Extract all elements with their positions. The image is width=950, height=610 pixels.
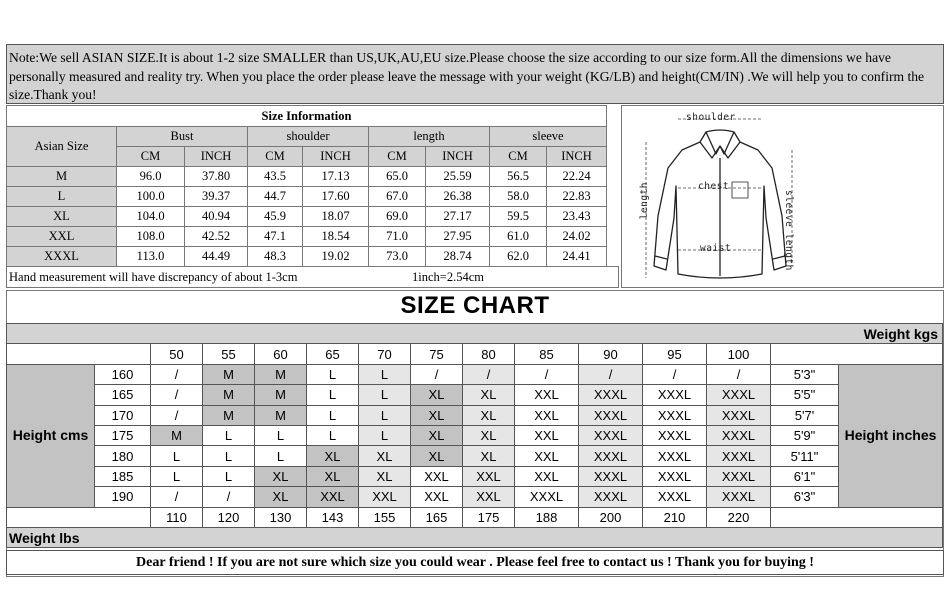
size-cell: XL bbox=[463, 446, 515, 466]
measurement-cell: 17.60 bbox=[303, 187, 369, 207]
size-chart-row bbox=[7, 385, 943, 405]
measurement-cell: 58.0 bbox=[490, 187, 547, 207]
size-cell: XXXL bbox=[643, 446, 707, 466]
size-chart-rows bbox=[7, 364, 943, 507]
measurement-cell: 22.24 bbox=[547, 167, 607, 187]
size-cell: / bbox=[151, 487, 203, 507]
footer-message: Dear friend ! If you are not sure which size you could wear . Please feel free to contact us ! Thank you for buying ! bbox=[6, 550, 944, 575]
unit-header: INCH bbox=[426, 147, 490, 167]
unit-header: CM bbox=[117, 147, 185, 167]
height-cm-cell: 185 bbox=[95, 466, 151, 486]
waist-label: waist bbox=[700, 243, 732, 254]
measurement-cell: 17.13 bbox=[303, 167, 369, 187]
size-cell: XXL bbox=[411, 466, 463, 486]
measurement-cell: 39.37 bbox=[185, 187, 248, 207]
size-cell: XXL bbox=[515, 466, 579, 486]
weight-lb-cell: 120 bbox=[203, 507, 255, 527]
size-cell: XL bbox=[255, 466, 307, 486]
weight-lbs-label: Weight lbs bbox=[7, 527, 943, 547]
height-cm-cell: 180 bbox=[95, 446, 151, 466]
weight-lb-cell: 175 bbox=[463, 507, 515, 527]
size-cell: / bbox=[463, 364, 515, 384]
measurement-cell: 26.38 bbox=[426, 187, 490, 207]
size-cell: XXL bbox=[515, 446, 579, 466]
size-cell: L bbox=[255, 446, 307, 466]
size-cell: XXL bbox=[463, 487, 515, 507]
height-inch-cell: 5'7' bbox=[771, 405, 839, 425]
size-row bbox=[7, 227, 607, 247]
measurement-cell: 48.3 bbox=[248, 247, 303, 267]
size-row bbox=[7, 207, 607, 227]
weight-lb-cell: 143 bbox=[307, 507, 359, 527]
sleeve-header: sleeve bbox=[490, 127, 607, 147]
weight-lb-cell: 220 bbox=[707, 507, 771, 527]
weight-lb-cell: 155 bbox=[359, 507, 411, 527]
size-cell: XXL bbox=[463, 466, 515, 486]
size-note-text: Note:We sell ASIAN SIZE.It is about 1-2 size SMALLER than US,UK,AU,EU size.Please choose the size according to our size form.All the dimensions we have personally measured and reality try. When you place the order please leave the message with your weight (KG/LB) and height(CM/IN) .We will help you to confirm the size.Thank you! bbox=[9, 50, 925, 102]
size-cell: XXXL bbox=[707, 405, 771, 425]
size-chart-row bbox=[7, 425, 943, 445]
size-chart-row bbox=[7, 466, 943, 486]
weight-kg-cell: 70 bbox=[359, 344, 411, 364]
measurement-cell: 28.74 bbox=[426, 247, 490, 267]
size-cell: L bbox=[359, 405, 411, 425]
unit-header: INCH bbox=[547, 147, 607, 167]
measurement-cell: 59.5 bbox=[490, 207, 547, 227]
size-cell: XXXL bbox=[707, 385, 771, 405]
measurement-cell: 44.49 bbox=[185, 247, 248, 267]
size-cell: XXL bbox=[307, 487, 359, 507]
size-cell: M bbox=[203, 405, 255, 425]
size-cell: XXXL bbox=[643, 405, 707, 425]
weight-kg-cell: 55 bbox=[203, 344, 255, 364]
size-cell: L bbox=[359, 364, 411, 384]
weight-lbs-row bbox=[7, 507, 943, 527]
measurement-note bbox=[6, 266, 619, 288]
blank-cell bbox=[7, 344, 151, 364]
size-cell: L bbox=[307, 364, 359, 384]
weight-kgs-row bbox=[7, 344, 943, 364]
size-chart-row bbox=[7, 405, 943, 425]
size-cell: M bbox=[255, 405, 307, 425]
height-cm-cell: 190 bbox=[95, 487, 151, 507]
hand-measurement-note: Hand measurement will have discrepancy of about 1-3cm bbox=[9, 270, 298, 284]
size-cell: XXL bbox=[515, 385, 579, 405]
size-cell: / bbox=[151, 364, 203, 384]
measurement-cell: 37.80 bbox=[185, 167, 248, 187]
asian-size-cell: M bbox=[7, 167, 117, 187]
size-cell: XXXL bbox=[643, 466, 707, 486]
shoulder-header: shoulder bbox=[248, 127, 369, 147]
measurement-cell: 27.95 bbox=[426, 227, 490, 247]
size-cell: / bbox=[203, 487, 255, 507]
size-cell: M bbox=[255, 385, 307, 405]
size-cell: / bbox=[707, 364, 771, 384]
size-row bbox=[7, 187, 607, 207]
measurement-cell: 69.0 bbox=[369, 207, 426, 227]
weight-kg-cell: 85 bbox=[515, 344, 579, 364]
size-cell: M bbox=[203, 385, 255, 405]
weight-kg-cell: 65 bbox=[307, 344, 359, 364]
size-chart-title: SIZE CHART bbox=[400, 292, 550, 319]
unit-header: CM bbox=[369, 147, 426, 167]
size-cell: XXL bbox=[359, 487, 411, 507]
length-label: length bbox=[639, 182, 650, 220]
weight-kg-cell: 60 bbox=[255, 344, 307, 364]
size-cell: XXXL bbox=[707, 425, 771, 445]
measurement-cell: 42.52 bbox=[185, 227, 248, 247]
size-cell: XXXL bbox=[579, 466, 643, 486]
measurement-cell: 18.54 bbox=[303, 227, 369, 247]
weight-kgs-label: Weight kgs bbox=[7, 324, 943, 344]
measurement-cell: 23.43 bbox=[547, 207, 607, 227]
measurement-cell: 44.7 bbox=[248, 187, 303, 207]
size-cell: XL bbox=[307, 446, 359, 466]
size-cell: XXL bbox=[515, 425, 579, 445]
size-cell: XL bbox=[255, 487, 307, 507]
height-cm-cell: 170 bbox=[95, 405, 151, 425]
size-cell: L bbox=[151, 446, 203, 466]
unit-header: CM bbox=[490, 147, 547, 167]
size-cell: / bbox=[515, 364, 579, 384]
size-note bbox=[6, 44, 944, 104]
measurement-cell: 47.1 bbox=[248, 227, 303, 247]
size-cell: M bbox=[151, 425, 203, 445]
measurement-cell: 100.0 bbox=[117, 187, 185, 207]
size-information-table bbox=[6, 105, 607, 267]
measurement-cell: 65.0 bbox=[369, 167, 426, 187]
size-cell: XXL bbox=[515, 405, 579, 425]
measurement-cell: 25.59 bbox=[426, 167, 490, 187]
height-inch-cell: 6'1" bbox=[771, 466, 839, 486]
height-inch-cell: 5'9" bbox=[771, 425, 839, 445]
size-cell: L bbox=[307, 405, 359, 425]
weight-lb-cell: 200 bbox=[579, 507, 643, 527]
unit-header: INCH bbox=[185, 147, 248, 167]
size-cell: XXXL bbox=[707, 466, 771, 486]
size-cell: XL bbox=[463, 405, 515, 425]
size-cell: / bbox=[151, 385, 203, 405]
size-cell: XL bbox=[463, 385, 515, 405]
size-chart-table bbox=[6, 323, 943, 548]
weight-kg-cell: 90 bbox=[579, 344, 643, 364]
unit-header: CM bbox=[248, 147, 303, 167]
size-cell: L bbox=[203, 466, 255, 486]
measurement-cell: 19.02 bbox=[303, 247, 369, 267]
size-cell: XL bbox=[463, 425, 515, 445]
asian-size-cell: XXL bbox=[7, 227, 117, 247]
size-cell: XXXL bbox=[515, 487, 579, 507]
measurement-cell: 40.94 bbox=[185, 207, 248, 227]
height-inch-cell: 5'5" bbox=[771, 385, 839, 405]
measurement-cell: 22.83 bbox=[547, 187, 607, 207]
size-cell: XXL bbox=[411, 487, 463, 507]
weight-lb-cell: 210 bbox=[643, 507, 707, 527]
measurement-cell: 61.0 bbox=[490, 227, 547, 247]
size-cell: XL bbox=[411, 405, 463, 425]
inch-conversion-note: 1inch=2.54cm bbox=[412, 270, 484, 284]
asian-size-cell: XXXL bbox=[7, 247, 117, 267]
size-information-title: Size Information bbox=[7, 106, 607, 127]
measurement-cell: 24.02 bbox=[547, 227, 607, 247]
size-chart-row bbox=[7, 364, 943, 384]
measurement-cell: 27.17 bbox=[426, 207, 490, 227]
sleeve-length-label: sleeve length bbox=[783, 190, 794, 271]
weight-lb-cell: 110 bbox=[151, 507, 203, 527]
size-cell: / bbox=[151, 405, 203, 425]
weight-kg-cell: 50 bbox=[151, 344, 203, 364]
blank-cell bbox=[771, 507, 943, 527]
size-cell: L bbox=[359, 385, 411, 405]
size-row bbox=[7, 167, 607, 187]
weight-kg-cell: 75 bbox=[411, 344, 463, 364]
size-cell: XXXL bbox=[579, 425, 643, 445]
size-cell: XL bbox=[411, 385, 463, 405]
measurement-cell: 73.0 bbox=[369, 247, 426, 267]
measurement-cell: 45.9 bbox=[248, 207, 303, 227]
size-cell: XXXL bbox=[643, 385, 707, 405]
shirt-measurement-diagram bbox=[621, 105, 944, 288]
size-row bbox=[7, 247, 607, 267]
size-cell: XL bbox=[359, 446, 411, 466]
size-chart-row bbox=[7, 487, 943, 507]
size-cell: / bbox=[643, 364, 707, 384]
size-cell: XXXL bbox=[579, 487, 643, 507]
size-cell: XXXL bbox=[707, 446, 771, 466]
size-cell: / bbox=[411, 364, 463, 384]
measurement-cell: 18.07 bbox=[303, 207, 369, 227]
size-cell: XXXL bbox=[707, 487, 771, 507]
weight-kg-cell: 80 bbox=[463, 344, 515, 364]
unit-header: INCH bbox=[303, 147, 369, 167]
weight-kg-cell: 95 bbox=[643, 344, 707, 364]
size-cell: M bbox=[203, 364, 255, 384]
chest-label: chest bbox=[698, 181, 730, 192]
weight-lb-cell: 188 bbox=[515, 507, 579, 527]
asian-size-cell: XL bbox=[7, 207, 117, 227]
size-cell: XXXL bbox=[579, 446, 643, 466]
measurement-cell: 96.0 bbox=[117, 167, 185, 187]
size-cell: XL bbox=[411, 425, 463, 445]
size-cell: L bbox=[307, 425, 359, 445]
weight-lb-cell: 165 bbox=[411, 507, 463, 527]
height-cm-cell: 165 bbox=[95, 385, 151, 405]
size-cell: M bbox=[255, 364, 307, 384]
measurement-cell: 108.0 bbox=[117, 227, 185, 247]
height-inches-label: Height inches bbox=[839, 364, 943, 507]
size-cell: XL bbox=[307, 466, 359, 486]
height-inch-cell: 5'3" bbox=[771, 364, 839, 384]
size-cell: L bbox=[255, 425, 307, 445]
size-cell: L bbox=[203, 446, 255, 466]
measurement-cell: 62.0 bbox=[490, 247, 547, 267]
size-information-rows bbox=[7, 167, 607, 267]
weight-lb-cell: 130 bbox=[255, 507, 307, 527]
blank-cell bbox=[7, 507, 151, 527]
measurement-cell: 56.5 bbox=[490, 167, 547, 187]
size-chart-row bbox=[7, 446, 943, 466]
measurement-cell: 24.41 bbox=[547, 247, 607, 267]
height-cm-cell: 175 bbox=[95, 425, 151, 445]
size-cell: XL bbox=[359, 466, 411, 486]
height-cm-cell: 160 bbox=[95, 364, 151, 384]
asian-size-cell: L bbox=[7, 187, 117, 207]
size-cell: XXXL bbox=[643, 425, 707, 445]
asian-size-header: Asian Size bbox=[7, 127, 117, 167]
blank-cell bbox=[771, 344, 943, 364]
shoulder-label: shoulder bbox=[686, 112, 736, 123]
size-cell: XXXL bbox=[579, 385, 643, 405]
size-cell: XL bbox=[411, 446, 463, 466]
weight-kg-cell: 100 bbox=[707, 344, 771, 364]
length-header: length bbox=[369, 127, 490, 147]
measurement-cell: 113.0 bbox=[117, 247, 185, 267]
measurement-cell: 104.0 bbox=[117, 207, 185, 227]
bust-header: Bust bbox=[117, 127, 248, 147]
size-cell: / bbox=[579, 364, 643, 384]
size-cell: L bbox=[151, 466, 203, 486]
measurement-cell: 67.0 bbox=[369, 187, 426, 207]
height-cms-label: Height cms bbox=[7, 364, 95, 507]
height-inch-cell: 6'3" bbox=[771, 487, 839, 507]
size-cell: L bbox=[307, 385, 359, 405]
size-cell: XXXL bbox=[579, 405, 643, 425]
measurement-cell: 71.0 bbox=[369, 227, 426, 247]
height-inch-cell: 5'11" bbox=[771, 446, 839, 466]
measurement-cell: 43.5 bbox=[248, 167, 303, 187]
size-cell: L bbox=[359, 425, 411, 445]
size-cell: L bbox=[203, 425, 255, 445]
size-cell: XXXL bbox=[643, 487, 707, 507]
